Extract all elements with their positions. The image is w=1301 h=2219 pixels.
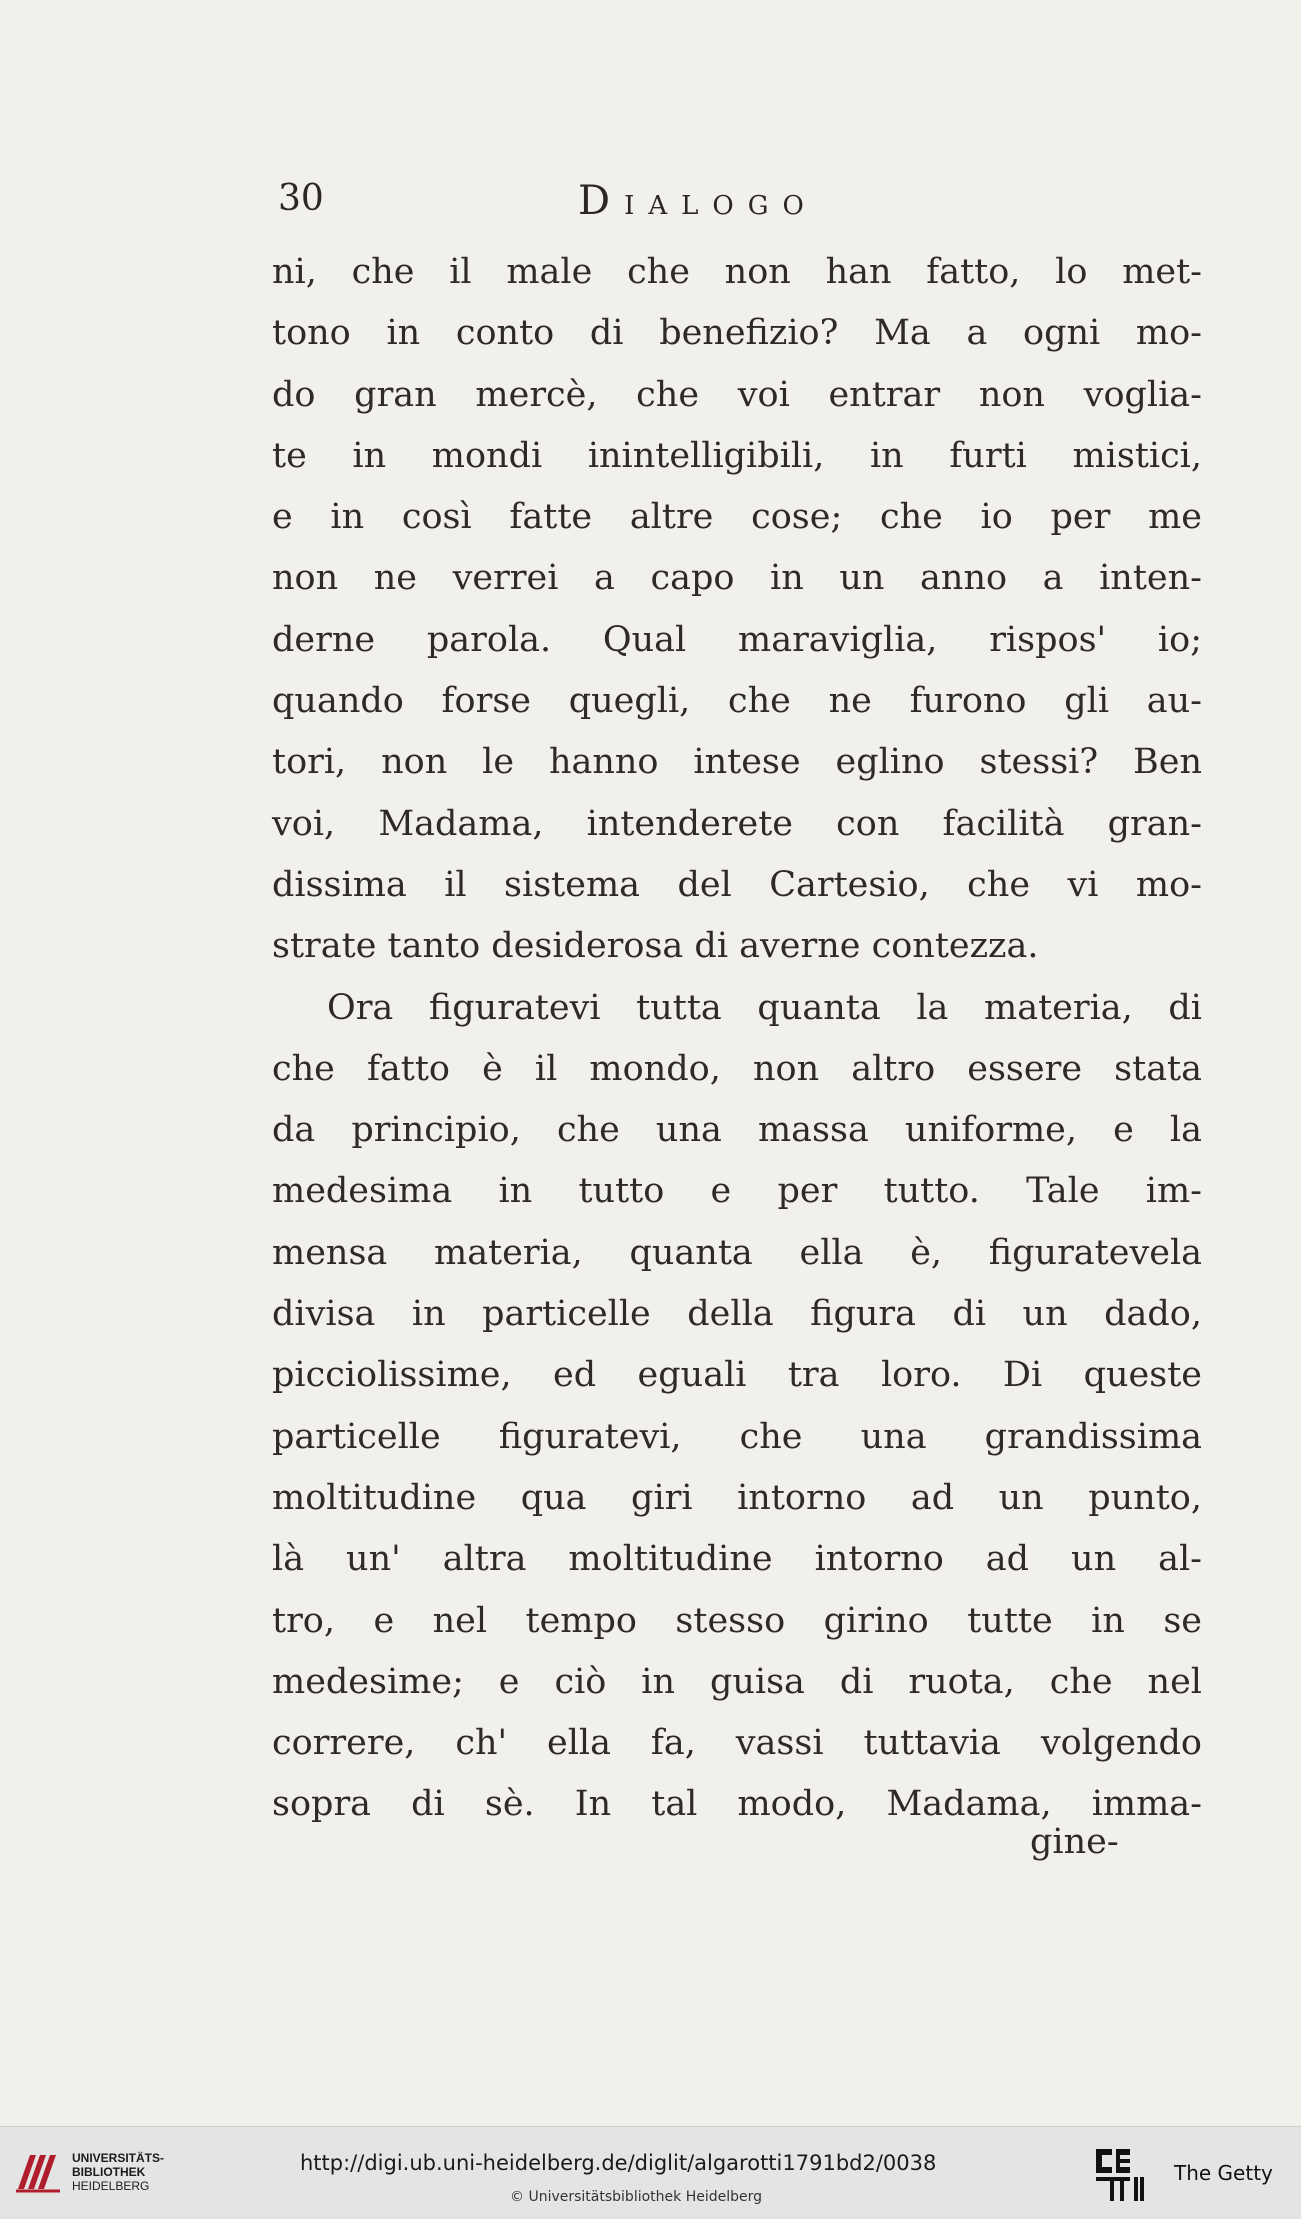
text-line: te in mondi inintelligibili, in furti mistici, <box>272 435 1202 476</box>
text-line: tro, e nel tempo stesso girino tutte in se <box>272 1600 1202 1641</box>
text-line: moltitudine qua giri intorno ad un punto, <box>272 1477 1202 1518</box>
library-name <box>72 2151 164 2193</box>
text-line: correre, ch' ella fa, vassi tuttavia volgendo <box>272 1723 1202 1764</box>
getty-logo-icon <box>1094 2147 1150 2203</box>
library-name-line: BIBLIOTHEK <box>72 2165 146 2179</box>
text-line: tori, non le hanno intese eglino stessi? Ben <box>272 742 1202 783</box>
running-title-rest: IALOGO <box>624 191 818 221</box>
text-line: picciolissime, ed eguali tra loro. Di queste <box>272 1355 1202 1396</box>
page-body-text <box>272 242 1202 1836</box>
text-line: derne parola. Qual maraviglia, rispos' io; <box>272 619 1202 660</box>
university-library-logo-icon <box>14 2149 64 2195</box>
text-line: sopra di sè. In tal modo, Madama, imma- <box>272 1784 1202 1825</box>
library-name-line: UNIVERSITÄTS- <box>72 2151 165 2165</box>
text-line: particelle figuratevi, che una grandissima <box>272 1416 1202 1457</box>
text-line: medesima in tutto e per tutto. Tale im- <box>272 1171 1202 1212</box>
running-title-initial: D <box>578 178 625 224</box>
text-line: ni, che il male che non han fatto, lo met- <box>272 252 1202 292</box>
text-line: mensa materia, quanta ella è, figuratevela <box>272 1232 1202 1273</box>
library-name-line: HEIDELBERG <box>72 2179 150 2193</box>
copyright-notice: © Universitätsbibliothek Heidelberg <box>510 2189 763 2205</box>
permalink-url[interactable]: http://digi.ub.uni-heidelberg.de/diglit/algarotti1791bd2/0038 <box>300 2151 937 2175</box>
text-line: voi, Madama, intenderete con facilità gran- <box>272 803 1202 844</box>
running-title <box>578 178 818 224</box>
page-header <box>278 178 1178 238</box>
footer-bar <box>0 2126 1301 2219</box>
text-line: Ora figuratevi tutta quanta la materia, di <box>327 987 1202 1028</box>
page-number: 30 <box>278 178 324 219</box>
text-line: da principio, che una massa uniforme, e la <box>272 1110 1202 1151</box>
text-line: do gran mercè, che voi entrar non voglia- <box>272 374 1202 415</box>
text-line: tono in conto di benefizio? Ma a ogni mo- <box>272 313 1202 354</box>
catchword: gine- <box>1030 1822 1119 1862</box>
text-line: che fatto è il mondo, non altro essere stata <box>272 1048 1202 1089</box>
text-line: dissima il sistema del Cartesio, che vi mo- <box>272 864 1202 905</box>
text-line: quando forse quegli, che ne furono gli au- <box>272 681 1202 722</box>
text-line: strate tanto desiderosa di averne contezza. <box>272 926 1039 967</box>
text-line: divisa in particelle della figura di un dado, <box>272 1294 1202 1335</box>
text-line: e in così fatte altre cose; che io per me <box>272 497 1202 538</box>
text-line: medesime; e ciò in guisa di ruota, che nel <box>272 1661 1202 1702</box>
text-line: là un' altra moltitudine intorno ad un al- <box>272 1539 1202 1580</box>
text-line: non ne verrei a capo in un anno a inten- <box>272 558 1202 599</box>
sponsor-name: The Getty <box>1174 2161 1273 2185</box>
